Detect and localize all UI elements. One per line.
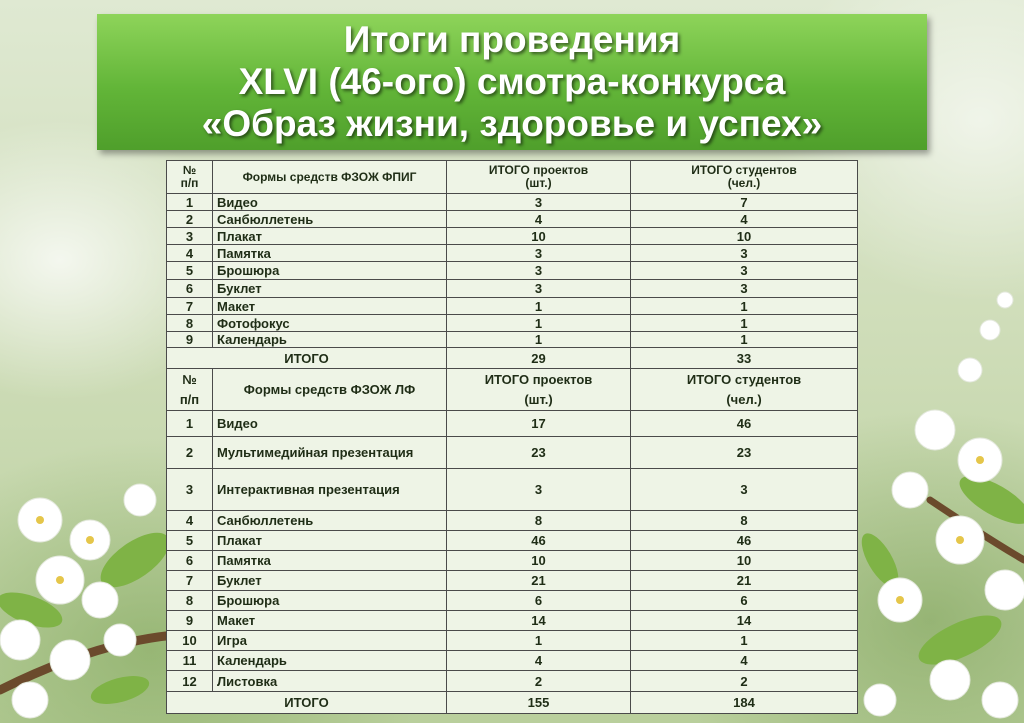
row-num: 8: [167, 315, 213, 332]
row-num: 7: [167, 298, 213, 315]
row-num: 5: [167, 262, 213, 280]
table-row: [167, 245, 858, 262]
row-form: Буклет: [213, 571, 447, 591]
row-form: Макет: [213, 611, 447, 631]
row-projects: 3: [447, 469, 631, 511]
row-form: Мультимедийная презентация: [213, 437, 447, 469]
row-num: 9: [167, 332, 213, 348]
row-projects: 14: [447, 611, 631, 631]
row-projects: 3: [447, 262, 631, 280]
row-projects: 3: [447, 245, 631, 262]
header-form: Формы средств ФЗОЖ ФПИГ: [213, 161, 447, 194]
header-num: № п/п: [167, 161, 213, 194]
row-projects: 21: [447, 571, 631, 591]
row-form: Макет: [213, 298, 447, 315]
title-line-3: «Образ жизни, здоровье и успех»: [201, 103, 823, 144]
row-form: Плакат: [213, 228, 447, 245]
row-num: 5: [167, 531, 213, 551]
row-students: 46: [631, 531, 858, 551]
table-row: [167, 571, 858, 591]
row-form: Календарь: [213, 332, 447, 348]
row-num: 1: [167, 194, 213, 211]
row-form: Интерактивная презентация: [213, 469, 447, 511]
row-students: 6: [631, 591, 858, 611]
row-projects: 23: [447, 437, 631, 469]
table-row: [167, 437, 858, 469]
row-form: Игра: [213, 631, 447, 651]
row-num: 3: [167, 228, 213, 245]
table-row: [167, 531, 858, 551]
total-students: 33: [631, 348, 858, 370]
header-form: Формы средств ФЗОЖ ЛФ: [213, 369, 447, 411]
row-form: Брошюра: [213, 591, 447, 611]
row-students: 3: [631, 262, 858, 280]
row-num: 3: [167, 469, 213, 511]
row-form: Брошюра: [213, 262, 447, 280]
row-students: 2: [631, 671, 858, 692]
table-row: [167, 211, 858, 228]
row-form: Видео: [213, 194, 447, 211]
row-students: 1: [631, 631, 858, 651]
row-students: 7: [631, 194, 858, 211]
row-form: Памятка: [213, 551, 447, 571]
table-row: [167, 315, 858, 332]
row-projects: 1: [447, 332, 631, 348]
table-row: [167, 651, 858, 671]
row-num: 6: [167, 280, 213, 298]
header-projects: ИТОГО проектов (шт.): [447, 369, 631, 411]
row-projects: 17: [447, 411, 631, 437]
total-projects: 155: [447, 692, 631, 714]
header-num: № п/п: [167, 369, 213, 411]
row-projects: 6: [447, 591, 631, 611]
row-projects: 1: [447, 315, 631, 332]
row-form: Листовка: [213, 671, 447, 692]
row-num: 4: [167, 245, 213, 262]
row-projects: 1: [447, 298, 631, 315]
row-num: 9: [167, 611, 213, 631]
row-students: 1: [631, 298, 858, 315]
row-students: 3: [631, 280, 858, 298]
row-projects: 4: [447, 211, 631, 228]
row-form: Календарь: [213, 651, 447, 671]
row-students: 14: [631, 611, 858, 631]
table-row: [167, 194, 858, 211]
row-num: 6: [167, 551, 213, 571]
row-students: 10: [631, 551, 858, 571]
row-students: 1: [631, 332, 858, 348]
row-num: 1: [167, 411, 213, 437]
row-projects: 46: [447, 531, 631, 551]
row-form: Санбюллетень: [213, 511, 447, 531]
row-students: 8: [631, 511, 858, 531]
total-students: 184: [631, 692, 858, 714]
row-projects: 3: [447, 194, 631, 211]
title-line-1: Итоги проведения: [343, 19, 681, 60]
row-students: 4: [631, 211, 858, 228]
row-form: Фотофокус: [213, 315, 447, 332]
row-num: 10: [167, 631, 213, 651]
header-students: ИТОГО студентов (чел.): [631, 369, 858, 411]
table-row: [167, 411, 858, 437]
table-header-row: [167, 161, 858, 194]
row-form: Буклет: [213, 280, 447, 298]
row-projects: 1: [447, 631, 631, 651]
table-header-row: [167, 369, 858, 411]
row-num: 7: [167, 571, 213, 591]
row-num: 8: [167, 591, 213, 611]
results-table-lf: [166, 368, 858, 714]
row-projects: 4: [447, 651, 631, 671]
table-row: [167, 469, 858, 511]
header-students: ИТОГО студентов (чел.): [631, 161, 858, 194]
table-row: [167, 298, 858, 315]
title-line-2: XLVI (46-ого) смотра-конкурса: [238, 61, 786, 102]
row-projects: 3: [447, 280, 631, 298]
results-table-fpig: [166, 160, 858, 370]
table-row: [167, 611, 858, 631]
table-row: [167, 591, 858, 611]
row-projects: 10: [447, 551, 631, 571]
row-projects: 10: [447, 228, 631, 245]
total-label: ИТОГО: [167, 348, 447, 370]
total-projects: 29: [447, 348, 631, 370]
table-row: [167, 631, 858, 651]
header-projects: ИТОГО проектов (шт.): [447, 161, 631, 194]
table-row: [167, 228, 858, 245]
row-students: 1: [631, 315, 858, 332]
row-students: 23: [631, 437, 858, 469]
table-row: [167, 332, 858, 348]
row-students: 46: [631, 411, 858, 437]
table-row: [167, 671, 858, 692]
row-students: 4: [631, 651, 858, 671]
table-row: [167, 262, 858, 280]
title-banner: [97, 14, 927, 150]
row-num: 12: [167, 671, 213, 692]
row-projects: 2: [447, 671, 631, 692]
row-students: 3: [631, 245, 858, 262]
row-num: 2: [167, 437, 213, 469]
total-label: ИТОГО: [167, 692, 447, 714]
table-row: [167, 511, 858, 531]
row-form: Плакат: [213, 531, 447, 551]
row-num: 11: [167, 651, 213, 671]
row-num: 2: [167, 211, 213, 228]
table-row: [167, 280, 858, 298]
table-row: [167, 551, 858, 571]
table-total-row: [167, 692, 858, 714]
row-projects: 8: [447, 511, 631, 531]
table-total-row: [167, 348, 858, 370]
row-students: 3: [631, 469, 858, 511]
row-form: Памятка: [213, 245, 447, 262]
row-form: Санбюллетень: [213, 211, 447, 228]
row-students: 21: [631, 571, 858, 591]
row-form: Видео: [213, 411, 447, 437]
row-students: 10: [631, 228, 858, 245]
row-num: 4: [167, 511, 213, 531]
